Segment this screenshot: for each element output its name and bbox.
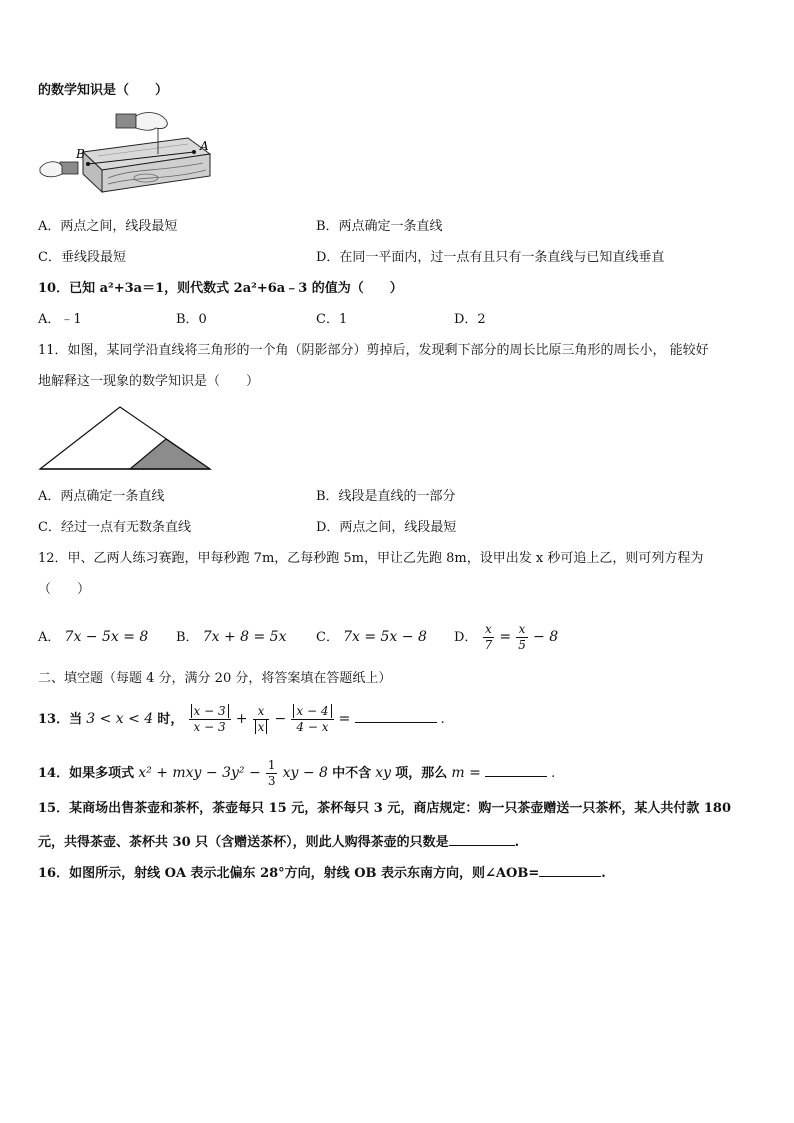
q12-d-lhs-num: x (483, 622, 495, 638)
q13-answer-blank[interactable] (355, 708, 437, 723)
q10-option-b: B．0 (176, 312, 207, 327)
q12-stem-line2: （ ） (38, 582, 91, 597)
q12-option-a-expr: 7x − 5x = 8 (64, 629, 149, 645)
q14-prefix: 14．如果多项式 (38, 766, 135, 781)
q14-mid2: 项，那么 (395, 766, 448, 781)
q13-op2: − (274, 711, 287, 727)
q13-f3-den: 4 − x (296, 720, 329, 734)
q14-fraction (266, 758, 278, 789)
q13 (38, 700, 445, 739)
q11-triangle-figure (38, 403, 214, 475)
q9-option-d: D．在同一平面内，过一点有且只有一条直线与已知直线垂直 (316, 250, 665, 265)
q13-f1-den: x − 3 (193, 720, 226, 734)
q10-stem: 10．已知 a²+3a＝1，则代数式 2a²+6a﹣3 的值为（ ） (38, 281, 403, 296)
section-2-heading: 二、填空题（每题 4 分，满分 20 分，将答案填在答题纸上） (38, 671, 392, 686)
q15-line2: 元，共得茶壶、茶杯共 30 只（含赠送茶杯），则此人购得茶壶的只数是 (38, 835, 449, 850)
q12-d-tail: − 8 (533, 629, 559, 645)
q16-text: 16．如图所示，射线 OA 表示北偏东 28°方向，射线 OB 表示东南方向，则∠AOB= (38, 866, 540, 881)
q12-option-d-rhs-fraction (516, 622, 528, 653)
q14-frac-den: 3 (267, 774, 276, 788)
q14-expr-a: x² + mxy − 3y² − (138, 765, 261, 781)
q14-term: xy (375, 765, 392, 781)
q12-d-eq: = (499, 629, 512, 645)
q10-option-d: D．2 (454, 312, 486, 327)
q9-option-c: C．垂线段最短 (38, 250, 126, 265)
q13-f1-num: x − 3 (191, 704, 229, 718)
q14-var: m = (451, 765, 481, 781)
q13-f2-den: x (255, 720, 268, 734)
q12-stem-line1: 12．甲、乙两人练习赛跑，甲每秒跑 7m，乙每秒跑 5m，甲让乙先跑 8m，设甲出发 x 秒可追上乙，则可列方程为 (38, 551, 704, 566)
q12-option-b-expr: 7x + 8 = 5x (202, 629, 287, 645)
q13-mid: 时， (157, 712, 184, 727)
q12-option-a (38, 628, 148, 647)
q13-fraction-1 (189, 704, 231, 735)
q15-line1: 15．某商场出售茶壶和茶杯，茶壶每只 15 元，茶杯每只 3 元，商店规定：购一只茶壶赠送一只茶杯，某人共付款 180 (38, 801, 731, 816)
q12-option-d-lhs-fraction (483, 622, 495, 653)
q15-answer-blank[interactable] (449, 831, 515, 846)
q13-condition: 3 < x < 4 (86, 711, 154, 727)
q14-mid: 中不含 (332, 766, 372, 781)
q14-answer-blank[interactable] (485, 762, 547, 777)
q11-option-a: A．两点确定一条直线 (38, 489, 165, 504)
q11-option-d: D．两点之间，线段最短 (316, 520, 457, 535)
q9-stem-tail: 的数学知识是（ ） (38, 83, 169, 98)
q12-option-a-label: A． (38, 630, 61, 645)
q12-option-d (454, 618, 558, 657)
q16-wrap (38, 862, 606, 883)
q14 (38, 754, 555, 793)
q11-stem-line2: 地解释这一现象的数学知识是（ ） (38, 374, 260, 389)
q13-fraction-3 (291, 704, 333, 735)
q11-option-c: C．经过一点有无数条直线 (38, 520, 191, 535)
q14-end: . (551, 766, 556, 781)
q12-d-rhs-den: 5 (518, 638, 526, 652)
q13-op1: + (235, 711, 248, 727)
q12-option-b (176, 628, 286, 647)
q12-option-c-expr: 7x = 5x − 8 (343, 629, 427, 645)
q11-option-b: B．线段是直线的一部分 (316, 489, 456, 504)
q13-fraction-2 (253, 704, 270, 735)
q10-option-a: A．﹣1 (38, 312, 82, 327)
q13-prefix: 13．当 (38, 712, 83, 727)
q12-d-rhs-num: x (516, 622, 528, 638)
q12-option-c (316, 628, 427, 647)
q12-option-d-label: D． (454, 630, 478, 645)
q15-end: . (514, 835, 520, 850)
q10-option-c: C．1 (316, 312, 348, 327)
q13-f2-num: x (253, 704, 270, 720)
q14-expr-b: xy − 8 (282, 765, 328, 781)
q13-end: . (440, 712, 445, 727)
q16-end: . (601, 866, 606, 881)
q9-board-figure (38, 108, 216, 194)
q16-answer-blank[interactable] (539, 862, 601, 877)
q13-f3-num: x − 4 (293, 704, 331, 718)
q11-stem-line1: 11．如图，某同学沿直线将三角形的一个角（阴影部分）剪掉后，发现剩下部分的周长比原三角形的周长小， 能较好 (38, 343, 709, 358)
q12-d-lhs-den: 7 (484, 638, 493, 652)
q13-eq: = (338, 711, 351, 727)
q9-option-a: A．两点之间，线段最短 (38, 219, 178, 234)
q12-option-b-label: B． (176, 630, 199, 645)
q9-label-a: A (200, 139, 209, 153)
q9-option-b: B．两点确定一条直线 (316, 219, 443, 234)
q9-label-b: B (76, 147, 85, 161)
q15-line2-wrap (38, 831, 519, 852)
q14-frac-num: 1 (267, 758, 276, 772)
q12-option-c-label: C． (316, 630, 339, 645)
